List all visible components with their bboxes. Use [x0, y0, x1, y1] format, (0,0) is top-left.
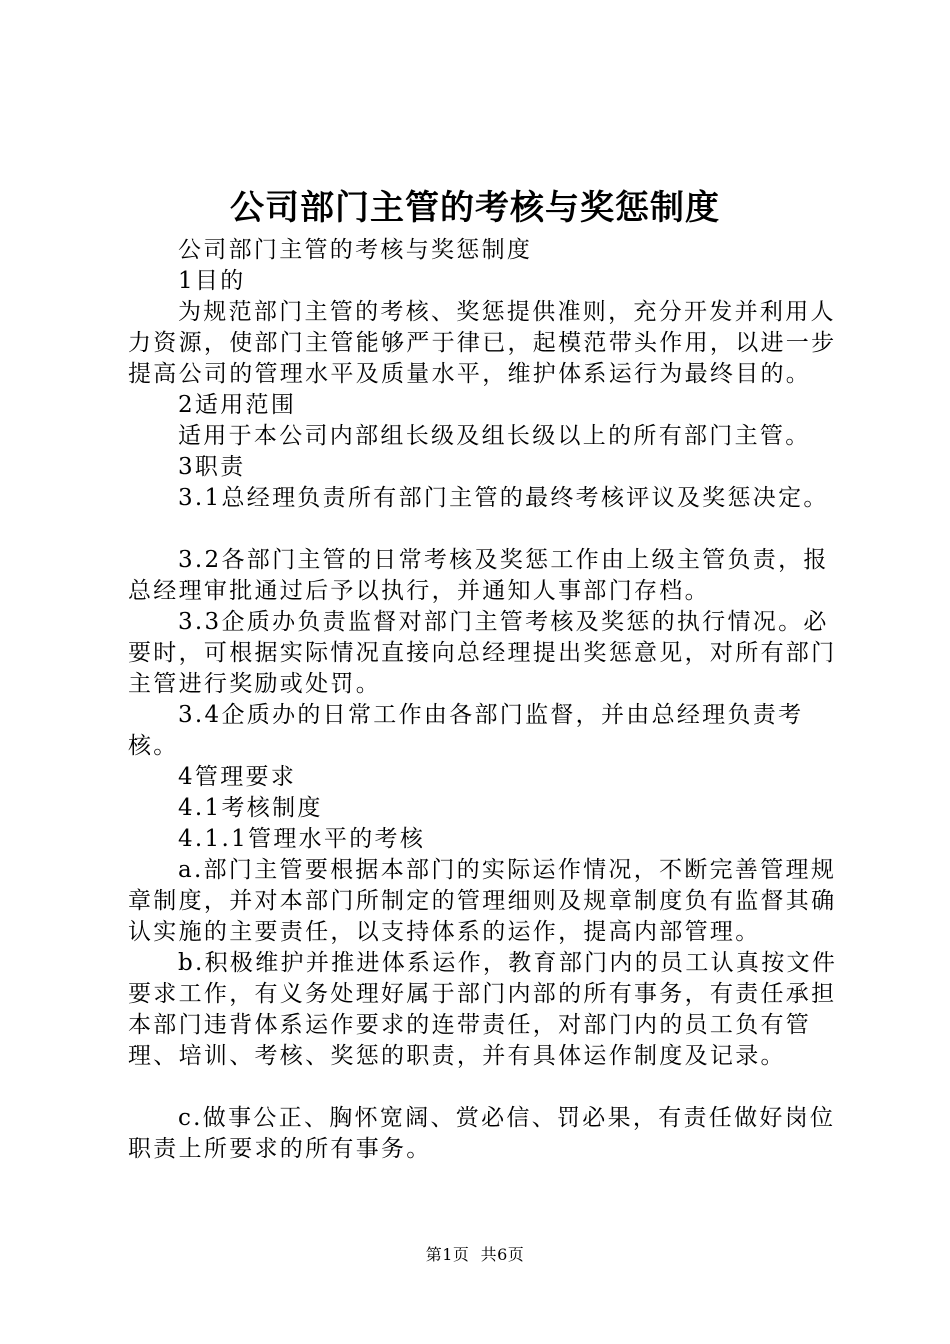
- document-title: 公司部门主管的考核与奖惩制度: [230, 188, 720, 228]
- document-body: [128, 235, 850, 1165]
- paragraph-scope: 适用于本公司内部组长级及组长级以上的所有部门主管。: [178, 423, 811, 449]
- paragraph-duty-3-2: 3.2各部门主管的日常考核及奖惩工作由上级主管负责，报总经理审批通过后予以执行，并通知人事部门存档。: [128, 547, 829, 604]
- paragraph-item-a: a.部门主管要根据本部门的实际运作情况，不断完善管理规章制度，并对本部门所制定的管理细则及规章制度负有监督其确认实施的主要责任，以支持体系的运作，提高内部管理。: [128, 857, 837, 945]
- paragraph-duty-3-4: 3.4企质办的日常工作由各部门监督，并由总经理负责考核。: [128, 702, 804, 759]
- paragraph-purpose: 为规范部门主管的考核、奖惩提供准则，充分开发并利用人力资源，使部门主管能够严于律已，起模范带头作用，以进一步提高公司的管理水平及质量水平，维护体系运行为最终目的。: [128, 299, 837, 387]
- page-number: 第1页: [425, 1245, 470, 1264]
- paragraph-duty-3-1: 3.1总经理负责所有部门主管的最终考核评议及奖惩决定。: [178, 485, 829, 511]
- section-heading-requirements: 4管理要求: [178, 764, 297, 790]
- section-heading-4-1: 4.1考核制度: [178, 795, 323, 821]
- paragraph-subtitle: 公司部门主管的考核与奖惩制度: [178, 237, 533, 263]
- section-heading-4-1-1: 4.1.1管理水平的考核: [178, 826, 426, 852]
- section-heading-purpose: 1目的: [178, 268, 246, 294]
- page-total: 共6页: [480, 1245, 525, 1264]
- paragraph-item-b: b.积极维护并推进体系运作，教育部门内的员工认真按文件要求工作，有义务处理好属于部门内部的所有事务，有责任承担本部门违背体系运作要求的连带责任，对部门内的员工负有管理、培训、考核、奖惩的职责，并有具体运作制度及记录。: [128, 950, 838, 1069]
- section-heading-duties: 3职责: [178, 454, 246, 480]
- page-footer: [0, 1244, 950, 1266]
- paragraph-duty-3-3: 3.3企质办负责监督对部门主管考核及奖惩的执行情况。必要时，可根据实际情况直接向总经理提出奖惩意见，对所有部门主管进行奖励或处罚。: [128, 609, 837, 697]
- section-heading-scope: 2适用范围: [178, 392, 297, 418]
- paragraph-item-c: c.做事公正、胸怀宽阔、赏必信、罚必果，有责任做好岗位职责上所要求的所有事务。: [128, 1105, 836, 1162]
